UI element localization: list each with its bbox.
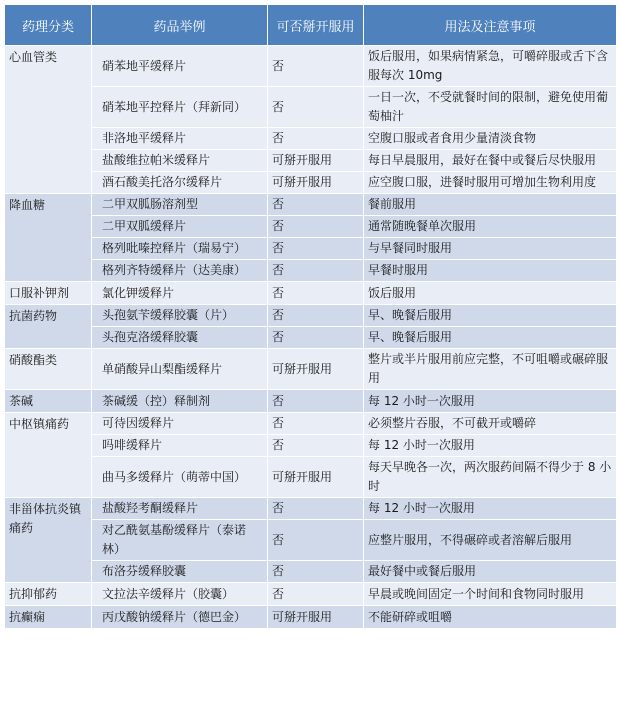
table-row <box>5 561 617 583</box>
table-row <box>5 216 617 238</box>
table-row <box>5 194 617 216</box>
table-row <box>5 260 617 282</box>
header-split: 可否掰开服用 <box>268 5 364 46</box>
table-row <box>5 305 617 327</box>
table-row <box>5 349 617 390</box>
drug-cell: 可待因缓释片 <box>92 413 268 435</box>
split-cell: 可掰开服用 <box>268 457 364 498</box>
table-row <box>5 583 617 606</box>
drug-cell: 曲马多缓释片（萌蒂中国） <box>92 457 268 498</box>
split-cell: 否 <box>268 216 364 238</box>
usage-cell: 最好餐中或餐后服用 <box>364 561 617 583</box>
usage-cell: 饭后服用，如果病情紧急，可嚼碎服或舌下含服每次 10mg <box>364 46 617 87</box>
split-cell: 否 <box>268 194 364 216</box>
usage-cell: 早餐时服用 <box>364 260 617 282</box>
category-cell: 硝酸酯类 <box>5 349 92 390</box>
usage-cell: 必须整片吞服，不可截开或嚼碎 <box>364 413 617 435</box>
drug-cell: 格列吡嗪控释片（瑞易宁） <box>92 238 268 260</box>
drug-cell: 酒石酸美托洛尔缓释片 <box>92 172 268 194</box>
table-row <box>5 498 617 520</box>
split-cell: 否 <box>268 327 364 349</box>
drug-cell: 格列齐特缓释片（达美康） <box>92 260 268 282</box>
usage-cell: 早晨或晚间固定一个时间和食物同时服用 <box>364 583 617 606</box>
usage-cell: 不能研碎或咀嚼 <box>364 606 617 629</box>
category-cell: 降血糖 <box>5 194 92 282</box>
drug-cell: 布洛芬缓释胶囊 <box>92 561 268 583</box>
split-cell: 否 <box>268 561 364 583</box>
table-row <box>5 520 617 561</box>
usage-cell: 早、晚餐后服用 <box>364 305 617 327</box>
table-row <box>5 128 617 150</box>
table-row <box>5 238 617 260</box>
usage-cell: 空腹口服或者食用少量清淡食物 <box>364 128 617 150</box>
drug-cell: 盐酸羟考酮缓释片 <box>92 498 268 520</box>
split-cell: 否 <box>268 413 364 435</box>
usage-cell: 通常随晚餐单次服用 <box>364 216 617 238</box>
usage-cell: 每 12 小时一次服用 <box>364 435 617 457</box>
drug-cell: 对乙酰氨基酚缓释片（泰诺林） <box>92 520 268 561</box>
table-row <box>5 413 617 435</box>
drug-cell: 二甲双胍肠溶剂型 <box>92 194 268 216</box>
table-container <box>4 4 616 629</box>
split-cell: 否 <box>268 305 364 327</box>
drug-cell: 头孢克洛缓释胶囊 <box>92 327 268 349</box>
usage-cell: 每天早晚各一次，两次服药间隔不得少于 8 小时 <box>364 457 617 498</box>
category-cell: 抗癫痫 <box>5 606 92 629</box>
split-cell: 可掰开服用 <box>268 349 364 390</box>
split-cell: 否 <box>268 282 364 305</box>
split-cell: 否 <box>268 390 364 413</box>
usage-cell: 与早餐同时服用 <box>364 238 617 260</box>
header-usage: 用法及注意事项 <box>364 5 617 46</box>
table-header <box>5 5 617 46</box>
split-cell: 否 <box>268 260 364 282</box>
drug-cell: 硝苯地平控释片（拜新同） <box>92 87 268 128</box>
drug-cell: 丙戊酸钠缓释片（德巴金） <box>92 606 268 629</box>
table-row <box>5 150 617 172</box>
split-cell: 否 <box>268 520 364 561</box>
drug-cell: 非洛地平缓释片 <box>92 128 268 150</box>
split-cell: 否 <box>268 46 364 87</box>
usage-cell: 整片或半片服用前应完整，不可咀嚼或碾碎服用 <box>364 349 617 390</box>
category-cell: 口服补钾剂 <box>5 282 92 305</box>
category-cell: 中枢镇痛药 <box>5 413 92 498</box>
drug-cell: 头孢氨苄缓释胶囊（片） <box>92 305 268 327</box>
table-row <box>5 435 617 457</box>
table-row <box>5 46 617 87</box>
drug-cell: 茶碱缓（控）释制剂 <box>92 390 268 413</box>
split-cell: 否 <box>268 583 364 606</box>
table-row <box>5 606 617 629</box>
category-cell: 抗菌药物 <box>5 305 92 349</box>
drug-cell: 氯化钾缓释片 <box>92 282 268 305</box>
split-cell: 可掰开服用 <box>268 150 364 172</box>
category-cell: 茶碱 <box>5 390 92 413</box>
table-row <box>5 87 617 128</box>
usage-cell: 应整片服用，不得碾碎或者溶解后服用 <box>364 520 617 561</box>
usage-cell: 一日一次，不受就餐时间的限制，避免使用葡萄柚汁 <box>364 87 617 128</box>
header-row <box>5 5 617 46</box>
table-row <box>5 457 617 498</box>
split-cell: 可掰开服用 <box>268 172 364 194</box>
drug-cell: 二甲双胍缓释片 <box>92 216 268 238</box>
split-cell: 否 <box>268 87 364 128</box>
category-cell: 抗抑郁药 <box>5 583 92 606</box>
usage-cell: 应空腹口服，进餐时服用可增加生物利用度 <box>364 172 617 194</box>
table-row <box>5 390 617 413</box>
table-row <box>5 282 617 305</box>
split-cell: 可掰开服用 <box>268 606 364 629</box>
usage-cell: 每日早晨服用，最好在餐中或餐后尽快服用 <box>364 150 617 172</box>
medication-table <box>4 4 617 629</box>
table-body <box>5 46 617 629</box>
table-row <box>5 172 617 194</box>
table-row <box>5 327 617 349</box>
usage-cell: 每 12 小时一次服用 <box>364 390 617 413</box>
drug-cell: 盐酸维拉帕米缓释片 <box>92 150 268 172</box>
split-cell: 否 <box>268 128 364 150</box>
drug-cell: 硝苯地平缓释片 <box>92 46 268 87</box>
usage-cell: 早、晚餐后服用 <box>364 327 617 349</box>
usage-cell: 餐前服用 <box>364 194 617 216</box>
drug-cell: 单硝酸异山梨酯缓释片 <box>92 349 268 390</box>
usage-cell: 饭后服用 <box>364 282 617 305</box>
drug-cell: 文拉法辛缓释片（胶囊） <box>92 583 268 606</box>
drug-cell: 吗啡缓释片 <box>92 435 268 457</box>
header-category: 药理分类 <box>5 5 92 46</box>
split-cell: 否 <box>268 435 364 457</box>
header-drug: 药品举例 <box>92 5 268 46</box>
usage-cell: 每 12 小时一次服用 <box>364 498 617 520</box>
split-cell: 否 <box>268 238 364 260</box>
category-cell: 心血管类 <box>5 46 92 194</box>
split-cell: 否 <box>268 498 364 520</box>
category-cell: 非甾体抗炎镇痛药 <box>5 498 92 583</box>
